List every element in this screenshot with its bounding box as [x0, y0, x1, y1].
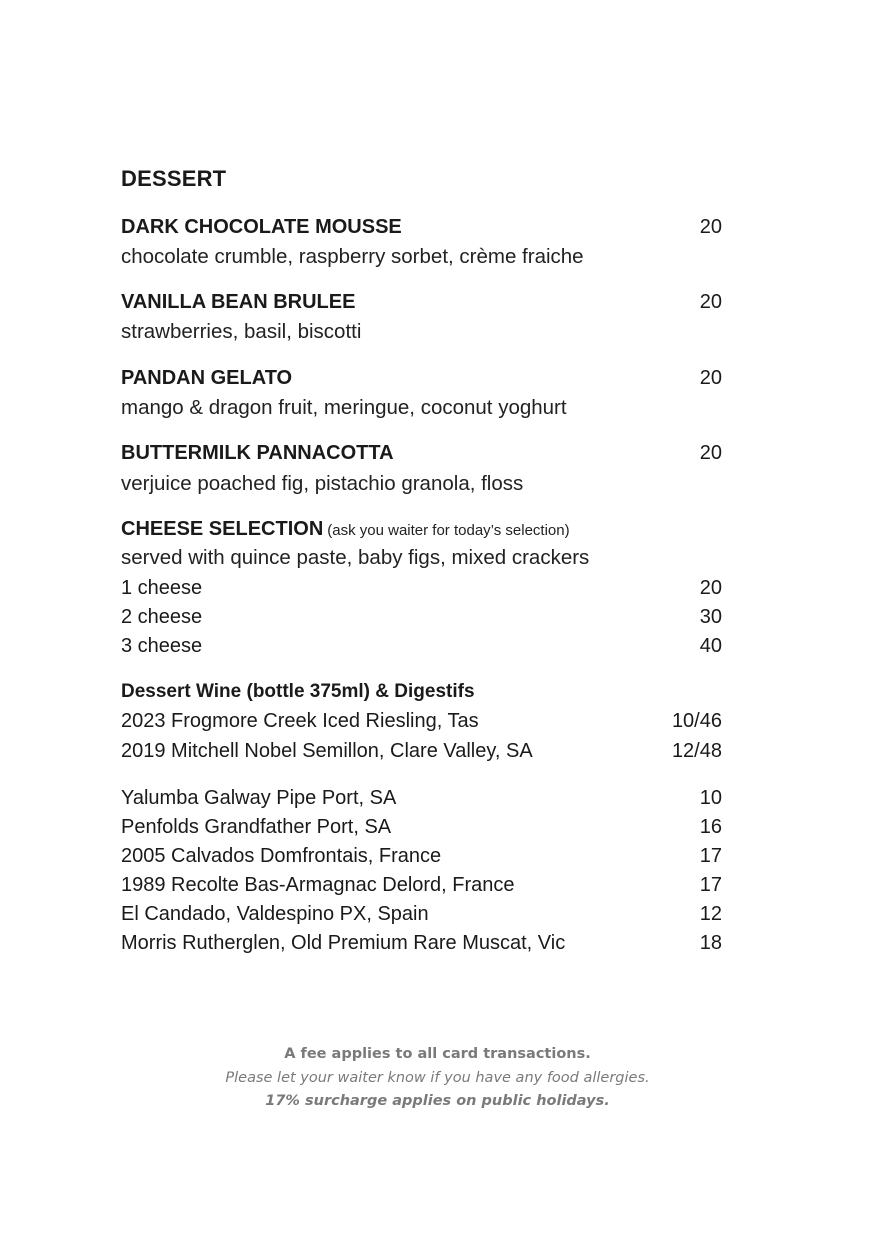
- section-heading: DESSERT: [121, 166, 227, 191]
- item-description: served with quince paste, baby figs, mixed crackers: [121, 546, 590, 569]
- digestif-price: 10: [699, 787, 722, 809]
- item-price: 20: [699, 216, 722, 238]
- digestif-item: [121, 902, 722, 926]
- digestif-label: El Candado, Valdespino PX, Spain: [121, 903, 429, 925]
- digestif-label: Yalumba Galway Pipe Port, SA: [121, 787, 397, 809]
- digestif-item: [121, 815, 722, 839]
- digestif-price: 17: [699, 845, 722, 867]
- digestif-price: 16: [699, 816, 722, 838]
- cheese-option: [121, 605, 722, 629]
- menu-item: [121, 215, 722, 239]
- item-name: VANILLA BEAN BRULEE: [121, 291, 356, 313]
- digestif-price: 12: [699, 903, 722, 925]
- surcharge-notice: 17% surcharge applies on public holidays.: [265, 1093, 610, 1109]
- cheese-option: [121, 634, 722, 658]
- wine-item: [121, 739, 722, 763]
- digestif-label: Penfolds Grandfather Port, SA: [121, 816, 392, 838]
- wine-price: 10/46: [671, 710, 722, 732]
- item-name: PANDAN GELATO: [121, 367, 293, 389]
- item-description: chocolate crumble, raspberry sorbet, crème fraiche: [121, 245, 584, 268]
- item-name: DARK CHOCOLATE MOUSSE: [121, 216, 402, 238]
- wine-heading: Dessert Wine (bottle 375ml) & Digestifs: [121, 681, 475, 702]
- option-price: 30: [699, 606, 722, 628]
- item-description: strawberries, basil, biscotti: [121, 320, 362, 343]
- digestif-item: [121, 873, 722, 897]
- option-label: 3 cheese: [121, 635, 203, 657]
- option-label: 1 cheese: [121, 577, 203, 599]
- digestif-item: [121, 844, 722, 868]
- menu-item: [121, 290, 722, 314]
- cheese-option: [121, 576, 722, 600]
- digestif-label: Morris Rutherglen, Old Premium Rare Muscat, Vic: [121, 932, 566, 954]
- item-description: verjuice poached fig, pistachio granola, floss: [121, 472, 524, 495]
- digestif-price: 17: [699, 874, 722, 896]
- card-fee-notice: A fee applies to all card transactions.: [284, 1046, 591, 1062]
- wine-label: 2023 Frogmore Creek Iced Riesling, Tas: [121, 710, 479, 732]
- menu-item: [121, 366, 722, 390]
- allergy-notice: Please let your waiter know if you have any food allergies.: [225, 1070, 650, 1086]
- item-description: mango & dragon fruit, meringue, coconut yoghurt: [121, 396, 567, 419]
- item-name: BUTTERMILK PANNACOTTA: [121, 442, 394, 464]
- option-price: 40: [699, 635, 722, 657]
- digestif-item: [121, 931, 722, 955]
- item-price: 20: [699, 442, 722, 464]
- item-name: CHEESE SELECTION: [121, 518, 324, 540]
- cheese-note: (ask you waiter for today’s selection): [327, 522, 570, 539]
- item-price: 20: [699, 367, 722, 389]
- digestif-label: 2005 Calvados Domfrontais, France: [121, 845, 442, 867]
- wine-price: 12/48: [671, 740, 722, 762]
- wine-item: [121, 709, 722, 733]
- option-label: 2 cheese: [121, 606, 203, 628]
- wine-label: 2019 Mitchell Nobel Semillon, Clare Valley, SA: [121, 740, 533, 762]
- digestif-price: 18: [699, 932, 722, 954]
- digestif-label: 1989 Recolte Bas-Armagnac Delord, France: [121, 874, 515, 896]
- item-price: 20: [699, 291, 722, 313]
- digestif-item: [121, 786, 722, 810]
- menu-item: [121, 441, 722, 465]
- option-price: 20: [699, 577, 722, 599]
- cheese-selection: [121, 517, 722, 543]
